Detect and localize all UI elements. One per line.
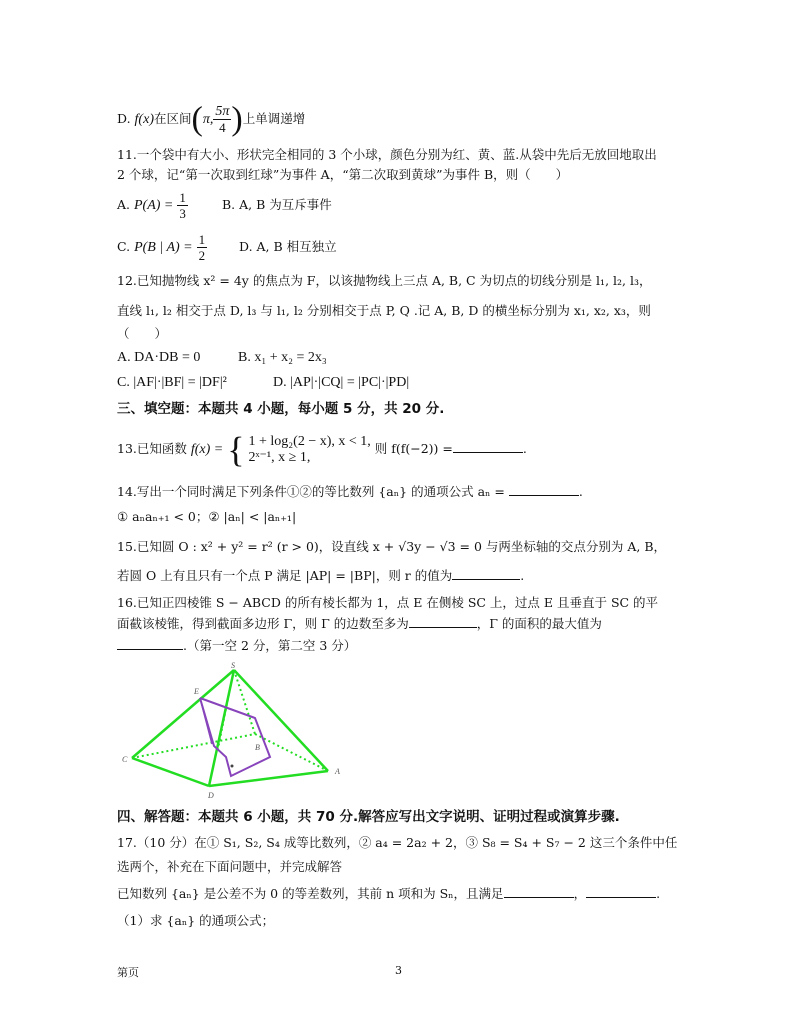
label-e: E bbox=[194, 687, 199, 696]
q11-line1: 11.一个袋中有大小、形状完全相同的 3 个小球，颜色分别为红、黄、蓝.从袋中先后无放回地取出 bbox=[117, 147, 657, 162]
left-brace: { bbox=[227, 429, 245, 470]
label-b: B bbox=[255, 743, 260, 752]
q11-option-a bbox=[117, 188, 188, 222]
q15-line1: 15.已知圆 O : x² + y² = r² (r > 0)，设直线 x + √3y − √3 = 0 与两坐标轴的交点分别为 A, B， bbox=[117, 539, 667, 554]
left-paren: ( bbox=[191, 100, 203, 138]
point-dot bbox=[231, 765, 234, 768]
frac-den: 3 bbox=[179, 206, 186, 221]
edge-sa bbox=[234, 670, 328, 771]
label-d: D bbox=[208, 791, 214, 800]
q14-answer-blank[interactable] bbox=[509, 482, 579, 496]
q14-text: 14.写出一个同时满足下列条件①②的等比数列 {aₙ} 的通项公式 aₙ = bbox=[117, 484, 505, 499]
edge-cb bbox=[132, 734, 255, 758]
q12-option-a: A. DA·DB = 0 bbox=[117, 350, 201, 365]
section-4-heading: 四、解答题：本题共 6 小题，共 70 分.解答应写出文字说明、证明过程或演算步骤. bbox=[117, 809, 620, 825]
q17-blank-2[interactable] bbox=[586, 884, 656, 898]
q15-line2: 若圆 O 上有且只有一个点 P 满足 |AP| = |BP|，则 r 的值为 . bbox=[117, 568, 525, 583]
label-a: A bbox=[335, 767, 340, 776]
edge-da bbox=[209, 771, 328, 786]
frac-den: 2 bbox=[198, 248, 206, 263]
frac-num: 1 bbox=[198, 232, 206, 247]
q10-option-d bbox=[117, 102, 305, 136]
label-s: S bbox=[231, 661, 235, 670]
q17-line2: 选两个，补充在下面问题中，并完成解答 bbox=[117, 859, 343, 874]
q16-text-a: 面截该棱锥，得到截面多边形 Γ，则 Γ 的边数至多为 bbox=[117, 616, 409, 631]
q13-answer-blank[interactable] bbox=[453, 439, 523, 453]
q10-optd-suffix: 上单调递增 bbox=[242, 111, 306, 126]
page-number: 3 bbox=[395, 964, 402, 977]
q14-line1: 14.写出一个同时满足下列条件①②的等比数列 {aₙ} 的通项公式 aₙ = . bbox=[117, 484, 583, 499]
q17-line4: （1）求 {aₙ} 的通项公式； bbox=[117, 913, 275, 928]
q13-prefix: 13.已知函数 bbox=[117, 441, 187, 456]
edge-ba bbox=[255, 734, 328, 771]
label-c: C bbox=[122, 755, 128, 764]
right-paren: ) bbox=[231, 100, 243, 138]
section-inner bbox=[200, 698, 212, 744]
section-3-heading: 三、填空题：本题共 4 小题，每小题 5 分，共 20 分. bbox=[117, 401, 445, 417]
q13: 13.已知函数 f(x) = { 1 + log₂(2 − x), x < 1, 2ˣ⁻¹, x ≥ 1, 则 f(f(−2)) = . bbox=[117, 429, 527, 470]
q14-line2: ① aₙaₙ₊₁ < 0；② |aₙ| < |aₙ₊₁| bbox=[117, 509, 297, 524]
q12-line3: （ ） bbox=[117, 326, 168, 341]
q16-line2 bbox=[117, 614, 602, 633]
footer-left: 第页 bbox=[117, 966, 139, 979]
q16-blank-1[interactable] bbox=[409, 614, 477, 628]
frac-num: 5π bbox=[215, 104, 230, 119]
q13-case2: 2ˣ⁻¹, x ≥ 1, bbox=[248, 449, 311, 465]
q12-option-d: D. |AP|·|CQ| = |PC|·|PD| bbox=[273, 375, 410, 390]
q16-text-c: .（第一空 2 分，第二空 3 分） bbox=[183, 638, 357, 653]
q17-text-a: 已知数列 {aₙ} 是公差不为 0 的等差数列，其前 n 项和为 Sₙ，且满足 bbox=[117, 886, 504, 901]
q13-cases bbox=[249, 434, 371, 466]
pyramid-figure bbox=[112, 658, 352, 803]
q12-line1: 12.已知抛物线 x² = 4y 的焦点为 F，以该抛物线上三点 A, B, C 为切点的切线分别是 l₁, l₂, l₃， bbox=[117, 273, 652, 288]
q11-option-c bbox=[117, 230, 207, 264]
q10-optd-mid: 在区间 bbox=[153, 111, 192, 126]
q11-option-d: D. A, B 相互独立 bbox=[239, 239, 337, 254]
q11-line2: 2 个球，记“第一次取到红球”为事件 A，“第二次取到黄球”为事件 B，则（ ） bbox=[117, 167, 569, 182]
q11-opta-expr: P(A) = bbox=[134, 198, 174, 213]
q10-optd-func: f(x) bbox=[134, 112, 154, 127]
q15-answer-blank[interactable] bbox=[452, 566, 520, 580]
q17-line1: 17.（10 分）在① S₁, S₂, S₄ 成等比数列，② a₄ = 2a₂ + 2，③ S₈ = S₄ + S₇ − 2 这三个条件中任 bbox=[117, 835, 678, 850]
q16-blank-2[interactable] bbox=[117, 636, 183, 650]
q11-optc-fraction bbox=[197, 232, 208, 263]
frac-den: 4 bbox=[219, 120, 226, 135]
q11-option-b: B. A, B 为互斥事件 bbox=[222, 197, 332, 212]
q17-text-b: ， bbox=[573, 886, 587, 901]
q17-blank-1[interactable] bbox=[504, 884, 574, 898]
q16-line1: 16.已知正四棱锥 S − ABCD 的所有棱长都为 1，点 E 在侧棱 SC 上，过点 E 且垂直于 SC 的平 bbox=[117, 595, 659, 610]
q12-option-b: B. x₁ + x₂ = 2x₃ bbox=[238, 350, 327, 365]
q15-text: 若圆 O 上有且只有一个点 P 满足 |AP| = |BP|，则 r 的值为 bbox=[117, 568, 453, 583]
q17-line3: 已知数列 {aₙ} 是公差不为 0 的等差数列，其前 n 项和为 Sₙ，且满足 ， . bbox=[117, 886, 661, 901]
edge-cd bbox=[132, 758, 209, 786]
q16-line3 bbox=[117, 636, 356, 655]
q11-optc-expr: P(B | A) = bbox=[134, 240, 193, 255]
frac-num: 1 bbox=[179, 190, 186, 205]
q12-line2: 直线 l₁, l₂ 相交于点 D, l₃ 与 l₁, l₂ 分别相交于点 P, Q .记 A, B, D 的横坐标分别为 x₁, x₂, x₃，则 bbox=[117, 303, 651, 318]
q12-option-c: C. |AF|·|BF| = |DF|² bbox=[117, 375, 227, 390]
q11-opta-fraction bbox=[177, 190, 188, 221]
q13-func: f(x) = bbox=[190, 442, 224, 457]
q10-optd-fraction bbox=[213, 104, 231, 135]
q13-suffix: 则 f(f(−2)) = bbox=[374, 441, 453, 456]
q10-optd-prefix: D. bbox=[117, 111, 131, 126]
q16-text-b: ，Γ 的面积的最大值为 bbox=[476, 616, 602, 631]
q11-optc-prefix: C. bbox=[117, 239, 131, 254]
q10-optd-interval: π, bbox=[202, 112, 214, 127]
q13-case1: 1 + log₂(2 − x), x < 1, bbox=[248, 433, 371, 449]
q11-opta-prefix: A. bbox=[117, 197, 131, 212]
